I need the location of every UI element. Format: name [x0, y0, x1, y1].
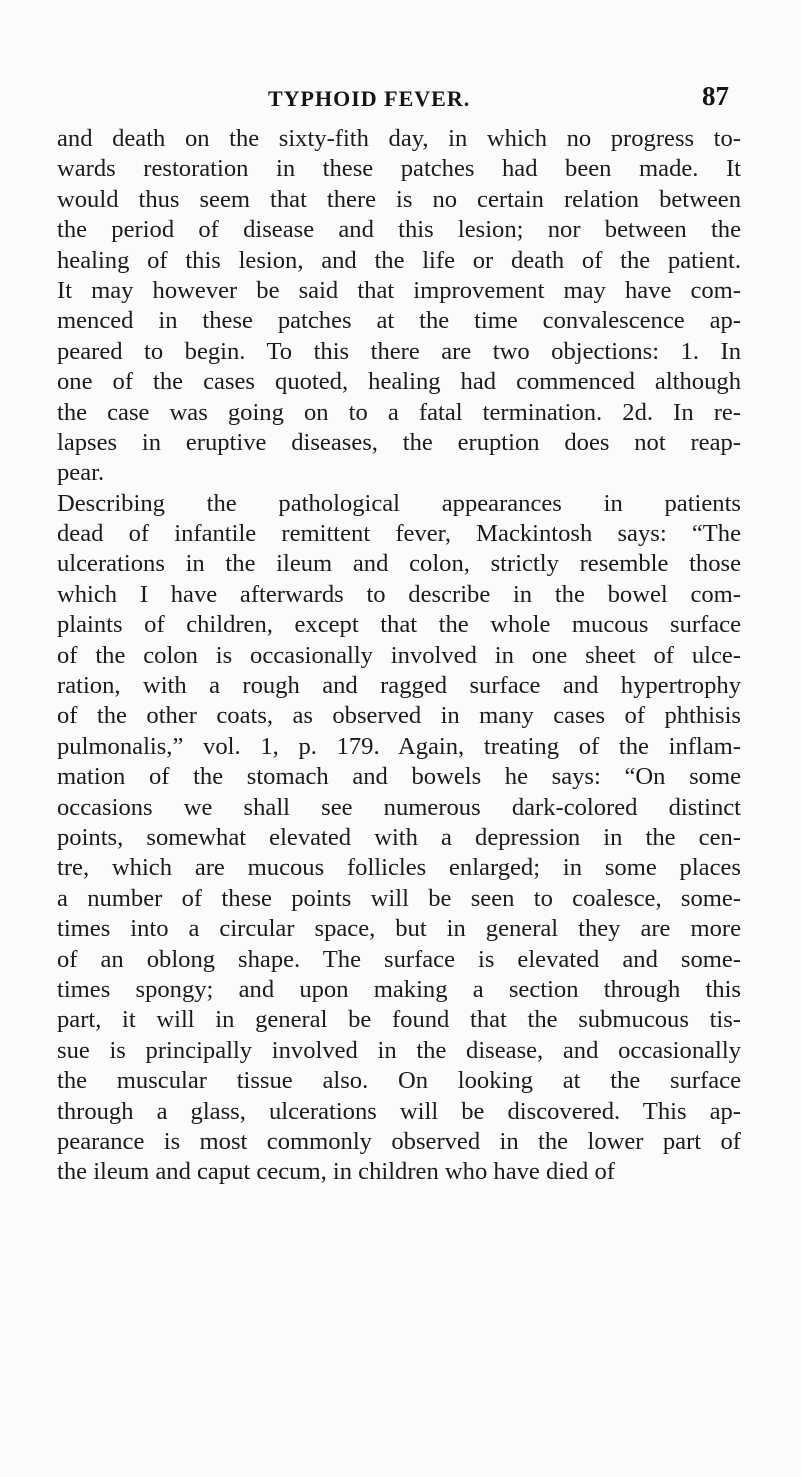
text-line: points, somewhat elevated with a depression in the cen-	[57, 823, 741, 851]
text-line: part, it will in general be found that the submucous tis-	[57, 1006, 741, 1034]
text-line: and death on the sixty-fith day, in which no progress to-	[57, 125, 741, 152]
text-line: It may however be said that improvement may have com-	[57, 276, 741, 304]
page-number: 87	[702, 81, 729, 111]
text-line: healing of this lesion, and the life or death of the patient.	[57, 246, 741, 274]
text-line: the period of disease and this lesion; nor between the	[57, 216, 741, 244]
text-line: lapses in eruptive diseases, the eruption does not reap-	[57, 428, 741, 456]
text-line: one of the cases quoted, healing had commenced although	[57, 368, 741, 396]
text-line: dead of infantile remittent fever, Mackintosh says: “The	[57, 520, 741, 548]
page-header	[0, 81, 801, 116]
body-text	[57, 124, 741, 1188]
text-line: the ileum and caput cecum, in children who have died of	[57, 1158, 615, 1186]
text-line: plaints of children, except that the whole mucous surface	[57, 611, 741, 639]
text-line: wards restoration in these patches had been made. It	[57, 155, 741, 183]
text-line: tre, which are mucous follicles enlarged; in some places	[57, 854, 741, 882]
text-line: would thus seem that there is no certain relation between	[57, 185, 741, 213]
text-line: ulcerations in the ileum and colon, strictly resemble those	[57, 550, 741, 578]
text-line: pulmonalis,” vol. 1, p. 179. Again, treating of the inflam-	[57, 732, 741, 760]
running-title: TYPHOID FEVER.	[268, 86, 471, 111]
text-line: Describing the pathological appearances in patients	[57, 489, 741, 517]
text-line: pear.	[57, 459, 105, 487]
text-line: which I have afterwards to describe in the bowel com-	[57, 580, 741, 608]
text-line: a number of these points will be seen to coalesce, some-	[57, 884, 741, 912]
text-line: menced in these patches at the time convalescence ap-	[57, 307, 741, 335]
text-line: of the other coats, as observed in many cases of phthisis	[57, 702, 741, 730]
text-line: times into a circular space, but in general they are more	[57, 915, 741, 943]
text-line: through a glass, ulcerations will be discovered. This ap-	[57, 1097, 741, 1125]
text-line: of an oblong shape. The surface is elevated and some-	[57, 945, 741, 973]
text-line: ration, with a rough and ragged surface and hypertrophy	[57, 672, 741, 700]
text-line: sue is principally involved in the disease, and occasionally	[57, 1036, 741, 1064]
text-line: occasions we shall see numerous dark-colored distinct	[57, 793, 741, 821]
text-line: the case was going on to a fatal termination. 2d. In re-	[57, 398, 741, 426]
text-line: peared to begin. To this there are two objections: 1. In	[57, 337, 741, 365]
text-line: mation of the stomach and bowels he says: “On some	[57, 763, 741, 791]
text-line: pearance is most commonly observed in the lower part of	[57, 1127, 741, 1155]
text-line: times spongy; and upon making a section through this	[57, 975, 741, 1003]
text-line: of the colon is occasionally involved in one sheet of ulce-	[57, 641, 741, 669]
text-line: the muscular tissue also. On looking at the surface	[57, 1067, 741, 1095]
